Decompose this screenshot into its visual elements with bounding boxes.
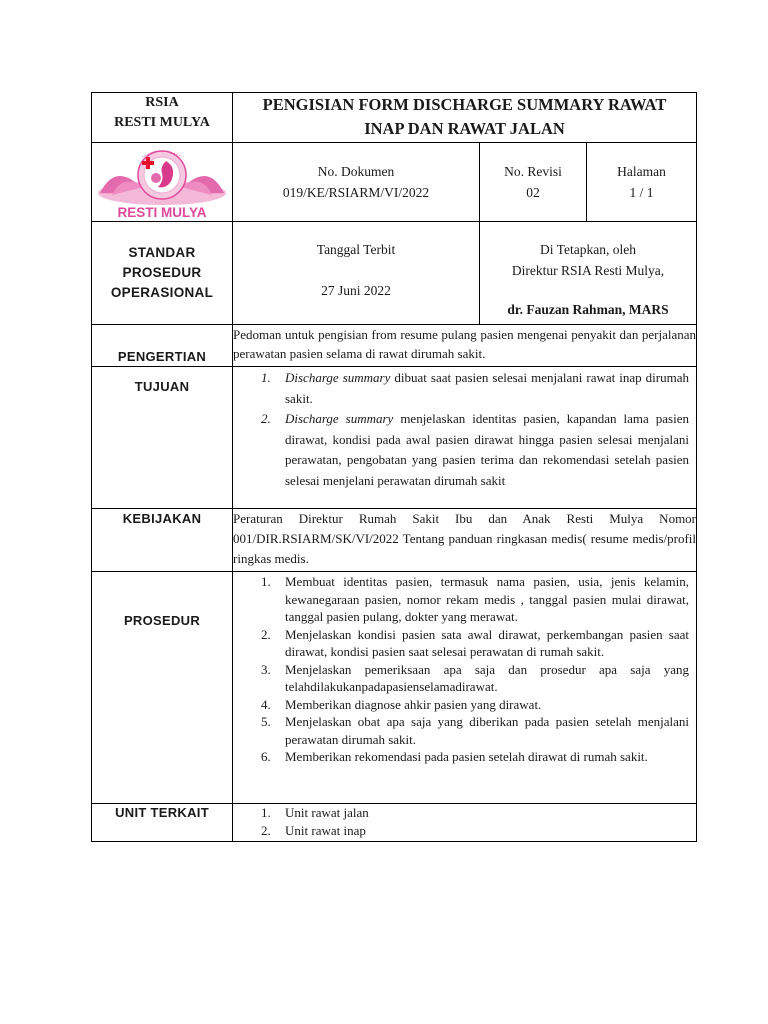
logo-cell bbox=[92, 143, 233, 222]
prosedur-content bbox=[233, 572, 697, 804]
no-dokumen-value: 019/KE/RSIARM/VI/2022 bbox=[282, 185, 430, 200]
pengertian-label: PENGERTIAN bbox=[92, 325, 233, 367]
tujuan-content bbox=[233, 367, 697, 509]
document-title bbox=[233, 93, 697, 143]
unit-terkait-label: UNIT TERKAIT bbox=[92, 804, 233, 842]
unit-terkait-content bbox=[233, 804, 697, 842]
list-item: 1. Unit rawat jalan bbox=[261, 805, 369, 820]
list-item: 2. Unit rawat inap bbox=[261, 822, 366, 838]
org-line-1: RSIA bbox=[145, 95, 179, 110]
list-item: 1. Membuat identitas pasien, termasuk nama pasien, usia, jenis kelamin, kewanegaraan pasien, nomor rekam medis , tanggal pasien mulai dirawat, tanggal pasien pulang, dokter yang merawat. bbox=[261, 574, 690, 624]
sop-label-line-2: PROSEDUR bbox=[122, 265, 202, 280]
kebijakan-label: KEBIJAKAN bbox=[92, 509, 233, 572]
list-item: 2. Discharge summary menjelaskan identitas pasien, kapandan lama pasien dirawat, kondisi pada awal pasien dirawat hingga pasien selesai menjalani perawatan, pengobatan yang pasien terima dan rekomendasi setelah pasien selesai menjelani perawatan dirumah sakit bbox=[261, 411, 690, 488]
title-line-2: INAP DAN RAWAT JALAN bbox=[364, 119, 565, 138]
title-line-1: PENGISIAN FORM DISCHARGE SUMMARY RAWAT bbox=[262, 95, 667, 114]
tujuan-label: TUJUAN bbox=[92, 367, 233, 509]
sop-document-table bbox=[91, 92, 697, 842]
signer-name: dr. Fauzan Rahman, MARS bbox=[507, 302, 669, 317]
no-revisi-label: No. Revisi bbox=[504, 164, 562, 179]
sop-label-line-1: STANDAR bbox=[128, 245, 196, 260]
approval-cell bbox=[480, 222, 697, 325]
logo-text: RESTI MULYA bbox=[117, 205, 207, 220]
list-item: 4. Memberikan diagnose ahkir pasien yang dirawat. bbox=[261, 696, 542, 712]
lotus-logo-icon bbox=[92, 143, 232, 221]
list-item: 6. Memberikan rekomendasi pada pasien setelah dirawat di rumah sakit. bbox=[261, 749, 648, 764]
halaman-value: 1 / 1 bbox=[629, 185, 654, 200]
list-item: 3. Menjelaskan pemeriksaan apa saja dan prosedur apa saja yang telahdilakukanpadapasienselamadirawat. bbox=[261, 661, 690, 694]
sop-label-line-3: OPERASIONAL bbox=[110, 285, 214, 300]
kebijakan-text: Peraturan Direktur Rumah Sakit Ibu dan Anak Resti Mulya Nomor 001/DIR.RSIARM/SK/VI/2022 Tentang panduan ringkasan medis( resume medis/profil ringkas medis. bbox=[233, 509, 697, 572]
pengertian-text: Pedoman untuk pengisian from resume pulang pasien mengenai penyakit dan perjalanan perawatan pasien selama di rawat dirumah sakit. bbox=[233, 325, 697, 367]
page-cell bbox=[587, 143, 697, 222]
org-line-2: RESTI MULYA bbox=[114, 115, 210, 130]
prosedur-label: PROSEDUR bbox=[92, 572, 233, 804]
tanggal-terbit-label: Tanggal Terbit bbox=[316, 242, 396, 257]
org-name-cell bbox=[92, 93, 233, 143]
list-item: 1. Discharge summary dibuat saat pasien selesai menjalani rawat inap dirumah sakit. bbox=[261, 370, 690, 406]
prosedur-list bbox=[233, 573, 696, 766]
document-number-cell bbox=[233, 143, 480, 222]
issue-date-cell bbox=[233, 222, 480, 325]
tanggal-terbit-value: 27 Juni 2022 bbox=[321, 283, 391, 298]
no-revisi-value: 02 bbox=[526, 185, 540, 200]
hospital-logo bbox=[92, 143, 232, 221]
no-dokumen-label: No. Dokumen bbox=[317, 164, 395, 179]
unit-terkait-list bbox=[233, 804, 696, 839]
sop-label-cell bbox=[92, 222, 233, 325]
halaman-label: Halaman bbox=[617, 164, 666, 179]
ditetapkan-line-1: Di Tetapkan, oleh bbox=[540, 242, 636, 257]
list-item: 2. Menjelaskan kondisi pasien sata awal dirawat, perkembangan pasien saat dirawat, kondisi pasien saat selesai perawatan di rumah sakit. bbox=[261, 626, 690, 659]
ditetapkan-line-2: Direktur RSIA Resti Mulya, bbox=[511, 263, 665, 278]
revision-cell bbox=[480, 143, 587, 222]
tujuan-list bbox=[233, 368, 696, 491]
list-item: 5. Menjelaskan obat apa saja yang diberikan pada pasien setelah menjalani perawatan dirumah sakit. bbox=[261, 714, 690, 747]
